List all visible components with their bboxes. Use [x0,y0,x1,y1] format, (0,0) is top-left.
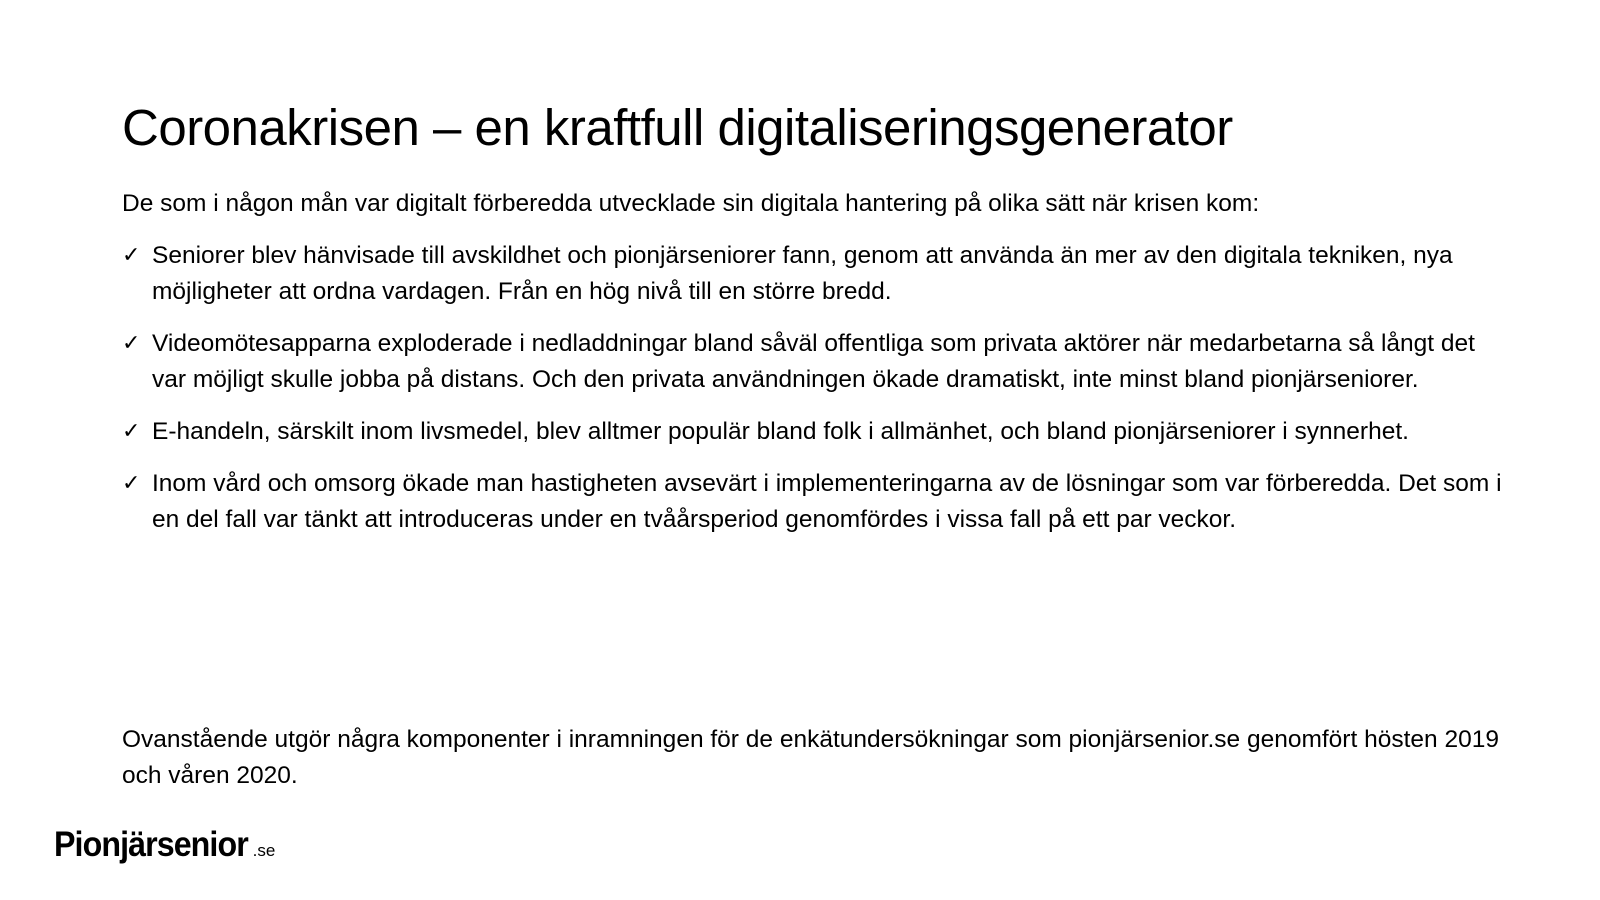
checkmark-icon: ✓ [122,331,141,356]
intro-text: De som i någon mån var digitalt förberedda utvecklade sin digitala hantering på olika sätt när krisen kom: [122,190,1260,217]
bullet-item [122,326,1512,398]
outro-text: Ovanstående utgör några komponenter i inramningen för de enkätundersökningar som pionjärsenior.se genomfört hösten 2019 och våren 2020. [122,726,1499,789]
bullet-item [122,466,1512,538]
bullet-list [122,238,1512,538]
bullet-text: Inom vård och omsorg ökade man hastigheten avsevärt i implementeringarna av de lösningar som var förberedda. Det som i en del fall var tänkt att introduceras under en tvåårsperiod genomfördes i vissa fall på ett par veckor. [152,470,1502,533]
checkmark-icon: ✓ [122,419,141,444]
logo-domain-suffix: .se [252,841,276,860]
bullet-text: Videomötesapparna exploderade i nedladdningar bland såväl offentliga som privata aktörer när medarbetarna så långt det var möjligt skulle jobba på distans. Och den privata användningen ökade dramatiskt, inte minst bland pionjärseniorer. [152,330,1475,393]
brand-logo [54,820,275,877]
logo-wordmark: Pionjärsenior [54,825,248,864]
bullet-item [122,414,1512,450]
bullet-item [122,238,1512,310]
slide-content [122,186,1512,554]
checkmark-icon: ✓ [122,471,141,496]
slide-title: Coronakrisen – en kraftfull digitaliseringsgenerator [122,99,1233,156]
checkmark-icon: ✓ [122,243,141,268]
bullet-text: Seniorer blev hänvisade till avskildhet och pionjärseniorer fann, genom att använda än mer av den digitala tekniken, nya möjligheter att ordna vardagen. Från en hög nivå till en större bredd. [152,242,1453,305]
bullet-text: E-handeln, särskilt inom livsmedel, blev alltmer populär bland folk i allmänhet, och bland pionjärseniorer i synnerhet. [152,418,1409,445]
